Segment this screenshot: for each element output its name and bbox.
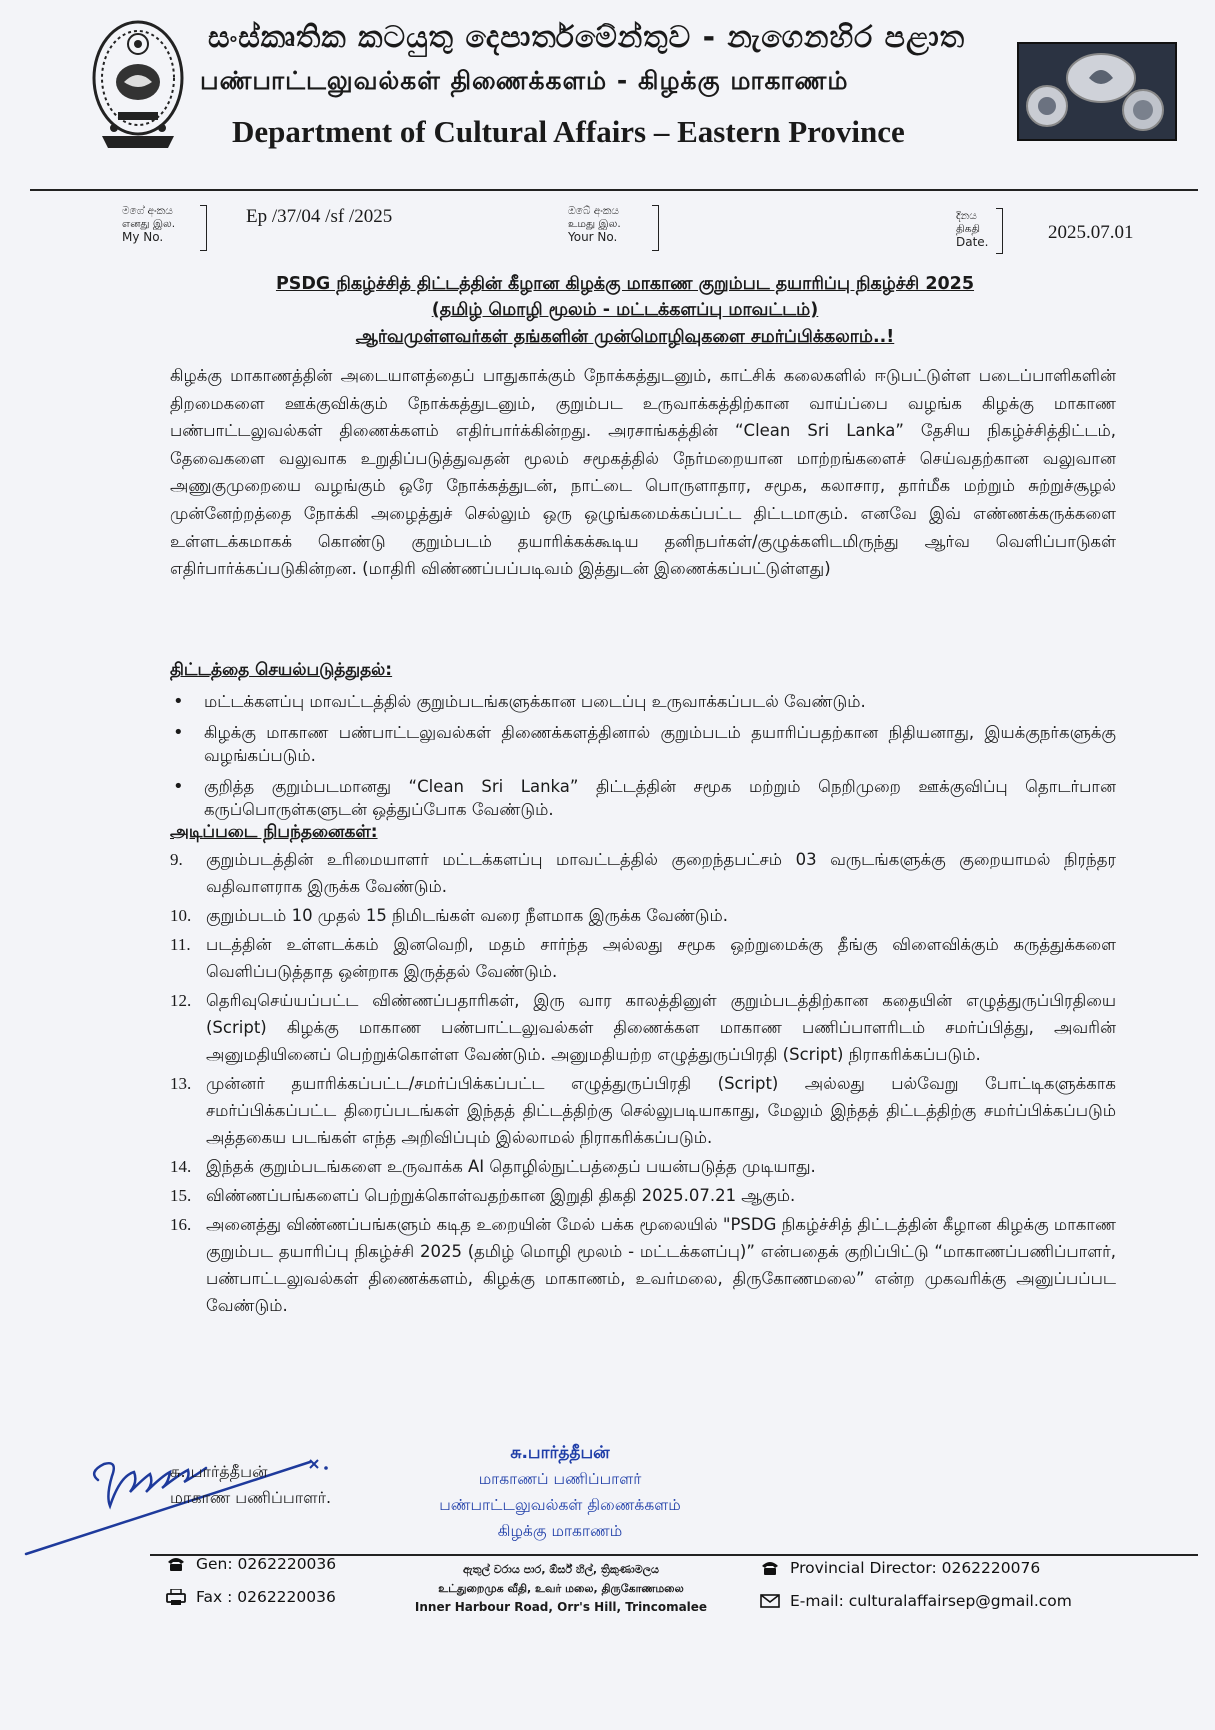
signature-icon xyxy=(20,1410,340,1560)
signatory-title: மாகாண பணிப்பாளர். xyxy=(170,1488,332,1507)
conditions-heading: அடிப்படை நிபந்தனைகள்: xyxy=(170,822,378,842)
phone-icon xyxy=(760,1560,780,1576)
footer-email: E-mail: culturalaffairsep@gmail.com xyxy=(760,1592,1072,1610)
my-no-value: Ep /37/04 /sf /2025 xyxy=(246,206,393,227)
letterhead-tamil: பண்பாட்டலுவல்கள் திணைக்களம் - கிழக்கு மாகாணம் xyxy=(200,66,849,95)
list-item: 13. முன்னர் தயாரிக்கப்பட்ட/சமர்ப்பிக்கப்பட்ட எழுத்துருப்பிரதி (Script) அல்லது பல்வேறு போட்டிகளுக்காக சமர்ப்பிக்கப்பட்ட திரைப்படங்கள் இந்தத் திட்டத்திற்கு செல்லுபடியாகாது, மேலும் இந்தத் திட்டத்திற்கு சமர்ப்பிக்கப்படும் அத்தகைய படங்கள் எந்த அறிவிப்பும் இல்லாமல் நிராகரிக்கப்படும். xyxy=(170,1074,1116,1147)
letterhead-divider xyxy=(30,189,1198,191)
date-label: දිනය திகதி Date. xyxy=(956,210,989,249)
list-item: 10. குறும்படம் 10 முதல் 15 நிமிடங்கள் வரை நீளமாக இருக்க வேண்டும். xyxy=(170,906,729,925)
mail-icon xyxy=(760,1593,780,1609)
official-stamp: சு.பார்த்தீபன் மாகாணப் பணிப்பாளர் பண்பாட்டலுவல்கள் திணைக்களம் கிழக்கு மாகாணம் xyxy=(439,1443,681,1540)
footer-address: ඇතුල් වරාය පාර, ඕර්ස් හිල්, ත්‍රිකුණාමලය உட்துறைமுக வீதி, உவர் மலை, திருகோணமலை Inner Harbour Road, Orr's Hill, Trincomalee xyxy=(414,1563,708,1614)
notice-title-line1: PSDG நிகழ்ச்சித் திட்டத்தின் கீழான கிழக்கு மாகாண குறும்பட தயாரிப்பு நிகழ்ச்சி 2025 xyxy=(275,274,975,294)
implementation-list xyxy=(170,690,1116,829)
list-item: 9. குறும்படத்தின் உரிமையாளர் மட்டக்களப்பு மாவட்டத்தில் குறைந்தபட்சம் 03 வருடங்களுக்கு குறையாமல் நிரந்தர வதிவாளராக இருக்க வேண்டும். xyxy=(170,850,1116,896)
letterhead-sinhala: සංස්කෘතික කටයුතු දෙපාර්තමේන්තුව - නැගෙනහිර පළාත xyxy=(208,20,966,55)
seal-icon xyxy=(1017,42,1177,141)
my-no-label: මගේ අංකය எனது இல. My No. xyxy=(122,205,176,244)
footer-gen-phone: Gen: 0262220036 xyxy=(166,1555,336,1573)
footer-provincial-director: Provincial Director: 0262220076 xyxy=(760,1559,1040,1577)
date-bracket xyxy=(996,208,1003,254)
your-no-label: ඔබේ අංකය உமது இல. Your No. xyxy=(568,205,621,244)
implementation-heading: திட்டத்தை செயல்படுத்துதல்: xyxy=(170,660,393,680)
conditions-list xyxy=(170,846,1116,1321)
your-no-bracket xyxy=(652,205,659,251)
phone-icon xyxy=(166,1556,186,1572)
letterhead-english: Department of Cultural Affairs – Eastern Province xyxy=(232,114,905,149)
list-item: 15. விண்ணப்பங்களைப் பெற்றுக்கொள்வதற்கான இறுதி திகதி 2025.07.21 ஆகும். xyxy=(170,1186,796,1205)
intro-paragraph: கிழக்கு மாகாணத்தின் அடையாளத்தைப் பாதுகாக்கும் நோக்கத்துடனும், காட்சிக் கலைகளில் ஈடுபட்டுள்ள படைப்பாளிகளின் திறமைகளை ஊக்குவிக்கும் நோக்கத்துடனும், குறும்பட உருவாக்கத்திற்கான வாய்ப்பை வழங்க கிழக்கு மாகாண பண்பாட்டலுவல்கள் திணைக்களம் எதிர்பார்க்கின்றது. அரசாங்கத்தின் “Clean Sri Lanka” தேசிய நிகழ்ச்சித்திட்டம், தேவைகளை வலுவாக உறுதிப்படுத்துவதன் மூலம் சமூகத்தில் நேர்மறையான மாற்றங்களைச் செய்வதற்கான வலுவான அணுகுமுறையை வழங்கும் ஒரே நோக்கத்துடன், நாட்டை பொருளாதார, சமூக, கலாசார, தார்மீக மற்றும் சுற்றுச்சூழல் முன்னேற்றத்தை நோக்கி அழைத்துச் செல்லும் ஒரு ஒழுங்கமைக்கப்பட்ட திட்டமாகும். எனவே இவ் எண்ணக்கருக்களை உள்ளடக்கமாகக் கொண்டு குறும்படம் தயாரிக்கக்கூடிய தனிநபர்கள்/குழுக்களிடமிருந்து ஆர்வ வெளிப்பாடுகள் எதிர்பார்க்கப்படுகின்றன. (மாதிரி விண்ணப்பப்படிவம் இத்துடன் இணைக்கப்பட்டுள்ளது) xyxy=(170,366,1116,579)
list-item: 12. தெரிவுசெய்யப்பட்ட விண்ணப்பதாரிகள், இரு வார காலத்தினுள் குறும்படத்திற்கான கதையின் எழுத்துருப்பிரதியை (Script) கிழக்கு மாகாண பண்பாட்டலுவல்கள் திணைக்கள மாகாண பணிப்பாளரிடம் சமர்ப்பித்து, அவரின் அனுமதியினைப் பெற்றுக்கொள்ள வேண்டும். அனுமதியற்ற எழுத்துருப்பிரதி (Script) நிராகரிக்கப்படும். xyxy=(170,991,1116,1064)
list-item: 11. படத்தின் உள்ளடக்கம் இனவெறி, மதம் சார்ந்த அல்லது சமூக ஒற்றுமைக்கு தீங்கு விளைவிக்கும் கருத்துக்களை வெளிப்படுத்தாத ஒன்றாக இருத்தல் வேண்டும். xyxy=(170,935,1116,981)
list-item: 14. இந்தக் குறும்படங்களை உருவாக்க AI தொழில்நுட்பத்தைப் பயன்படுத்த முடியாது. xyxy=(170,1157,816,1176)
my-no-bracket xyxy=(200,205,207,251)
list-item: • கிழக்கு மாகாண பண்பாட்டலுவல்கள் திணைக்களத்தினால் குறும்படம் தயாரிப்பதற்கான நிதியனாது, இயக்குநர்களுக்கு வழங்கப்படும். xyxy=(173,722,1116,765)
emblem-icon xyxy=(88,16,188,156)
signatory-name: சு. பார்த்தீபன் xyxy=(170,1462,268,1481)
list-item: 16. அனைத்து விண்ணப்பங்களும் கடித உறையின் மேல் பக்க மூலையில் "PSDG நிகழ்ச்சித் திட்டத்தின் கீழான கிழக்கு மாகாண குறும்பட தயாரிப்பு நிகழ்ச்சி 2025 (தமிழ் மொழி மூலம் - மட்டக்களப்பு)” என்பதைக் குறிப்பிட்டு “மாகாணப்பணிப்பாளர், பண்பாட்டலுவல்கள் திணைக்களம், கிழக்கு மாகாணம், உவர்மலை, திருகோணமலை” என்ற முகவரிக்கு அனுப்பப்பட வேண்டும். xyxy=(170,1215,1116,1315)
notice-title-line3: ஆர்வமுள்ளவர்கள் தங்களின் முன்மொழிவுகளை சமர்ப்பிக்கலாம்..! xyxy=(355,327,895,347)
list-item: • மட்டக்களப்பு மாவட்டத்தில் குறும்படங்களுக்கான படைப்பு உருவாக்கப்படல் வேண்டும். xyxy=(173,691,866,712)
footer-fax: Fax : 0262220036 xyxy=(166,1588,336,1606)
notice-title-line2: (தமிழ் மொழி மூலம் - மட்டக்களப்பு மாவட்டம்) xyxy=(431,300,819,320)
date-value: 2025.07.01 xyxy=(1048,222,1134,243)
list-item: • குறித்த குறும்படமானது “Clean Sri Lanka” திட்டத்தின் சமூக மற்றும் நெறிமுறை ஊக்குவிப்பு தொடர்பான கருப்பொருள்களுடன் ஒத்துப்போக வேண்டும். xyxy=(173,776,1116,819)
fax-icon xyxy=(166,1589,186,1605)
